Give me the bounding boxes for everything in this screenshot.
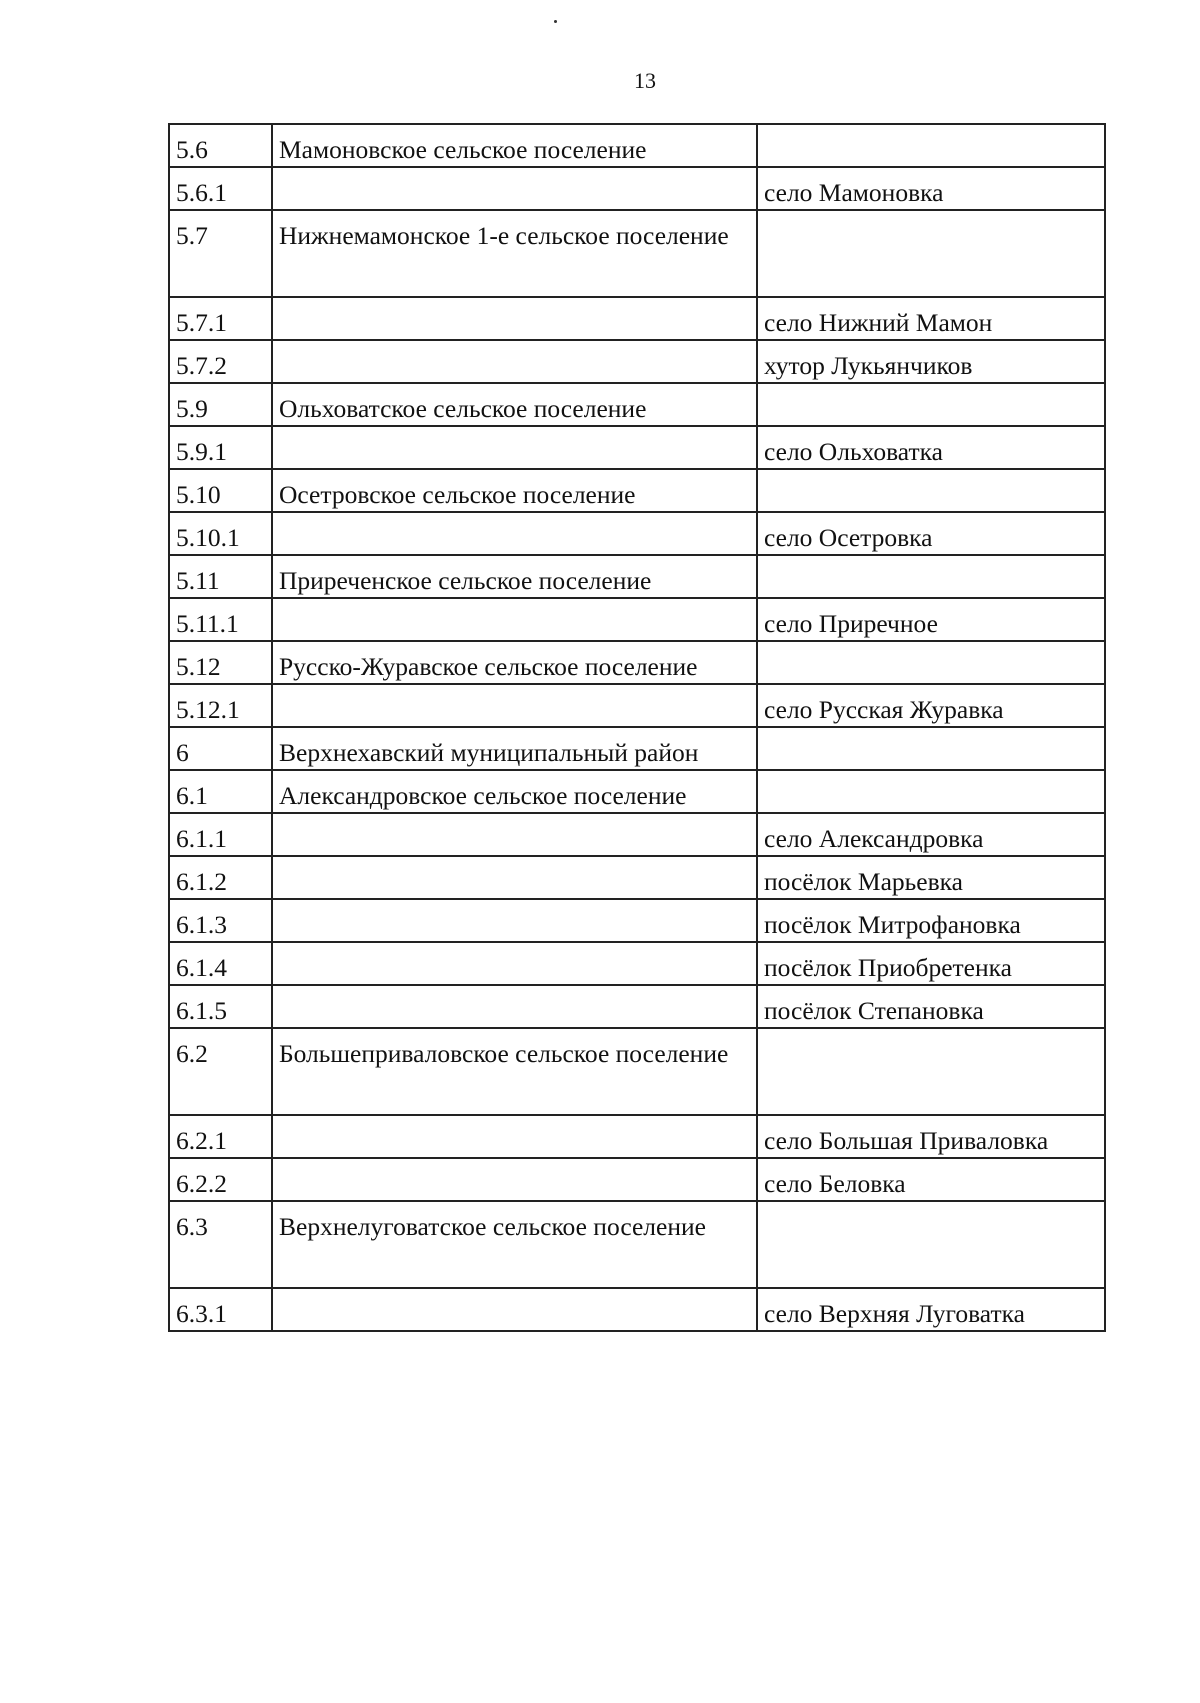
row-number-cell: 6.1.2 bbox=[169, 856, 272, 899]
settlement-name-cell bbox=[272, 942, 757, 985]
locality-cell: село Большая Приваловка bbox=[757, 1115, 1105, 1158]
page-number: 13 bbox=[634, 68, 656, 93]
settlement-name-cell: Приреченское сельское поселение bbox=[272, 555, 757, 598]
settlement-name-cell bbox=[272, 1115, 757, 1158]
table-row bbox=[169, 813, 1105, 856]
settlement-name-cell: Мамоновское сельское поселение bbox=[272, 124, 757, 167]
settlement-name-cell: Верхнехавский муниципальный район bbox=[272, 727, 757, 770]
row-number-cell: 5.12 bbox=[169, 641, 272, 684]
locality-cell: хутор Лукьянчиков bbox=[757, 340, 1105, 383]
settlement-name-cell: Русско-Журавское сельское поселение bbox=[272, 641, 757, 684]
row-number-cell: 5.6.1 bbox=[169, 167, 272, 210]
table-row bbox=[169, 210, 1105, 297]
settlement-name-cell bbox=[272, 598, 757, 641]
table-row bbox=[169, 124, 1105, 167]
locality-cell bbox=[757, 124, 1105, 167]
row-number-cell: 6.1.1 bbox=[169, 813, 272, 856]
row-number-cell: 5.11 bbox=[169, 555, 272, 598]
row-number-cell: 6.2.2 bbox=[169, 1158, 272, 1201]
row-number-cell: 5.6 bbox=[169, 124, 272, 167]
row-number-cell: 5.7.1 bbox=[169, 297, 272, 340]
row-number-cell: 5.10.1 bbox=[169, 512, 272, 555]
locality-cell: село Ольховатка bbox=[757, 426, 1105, 469]
table-row bbox=[169, 598, 1105, 641]
settlement-name-cell bbox=[272, 813, 757, 856]
settlement-name-cell bbox=[272, 856, 757, 899]
row-number-cell: 6.1.5 bbox=[169, 985, 272, 1028]
table-row bbox=[169, 1288, 1105, 1331]
settlement-name-cell: Большеприваловское сельское поселение bbox=[272, 1028, 757, 1115]
row-number-cell: 6.3.1 bbox=[169, 1288, 272, 1331]
settlement-name-cell bbox=[272, 167, 757, 210]
table-row bbox=[169, 1028, 1105, 1115]
row-number-cell: 6.2 bbox=[169, 1028, 272, 1115]
settlement-name-cell bbox=[272, 1158, 757, 1201]
locality-cell bbox=[757, 1028, 1105, 1115]
locality-cell bbox=[757, 641, 1105, 684]
settlement-name-cell: Ольховатское сельское поселение bbox=[272, 383, 757, 426]
settlements-table bbox=[168, 123, 1106, 1332]
locality-cell: село Нижний Мамон bbox=[757, 297, 1105, 340]
table-row bbox=[169, 167, 1105, 210]
row-number-cell: 6.2.1 bbox=[169, 1115, 272, 1158]
locality-cell bbox=[757, 727, 1105, 770]
settlement-name-cell: Александровское сельское поселение bbox=[272, 770, 757, 813]
settlement-name-cell bbox=[272, 426, 757, 469]
locality-cell: посёлок Приобретенка bbox=[757, 942, 1105, 985]
table-row bbox=[169, 684, 1105, 727]
table-row bbox=[169, 512, 1105, 555]
row-number-cell: 5.7 bbox=[169, 210, 272, 297]
settlement-name-cell bbox=[272, 684, 757, 727]
settlement-name-cell bbox=[272, 297, 757, 340]
row-number-cell: 6.1.4 bbox=[169, 942, 272, 985]
locality-cell bbox=[757, 770, 1105, 813]
table-row bbox=[169, 942, 1105, 985]
table-row bbox=[169, 1115, 1105, 1158]
table-row bbox=[169, 770, 1105, 813]
locality-cell: село Верхняя Луговатка bbox=[757, 1288, 1105, 1331]
row-number-cell: 5.9.1 bbox=[169, 426, 272, 469]
locality-cell bbox=[757, 210, 1105, 297]
row-number-cell: 6.3 bbox=[169, 1201, 272, 1288]
locality-cell: посёлок Степановка bbox=[757, 985, 1105, 1028]
table-row bbox=[169, 1158, 1105, 1201]
row-number-cell: 6 bbox=[169, 727, 272, 770]
row-number-cell: 6.1.3 bbox=[169, 899, 272, 942]
locality-cell: село Александровка bbox=[757, 813, 1105, 856]
row-number-cell: 6.1 bbox=[169, 770, 272, 813]
settlement-name-cell: Верхнелуговатское сельское поселение bbox=[272, 1201, 757, 1288]
scan-speck bbox=[554, 20, 557, 23]
settlement-name-cell bbox=[272, 512, 757, 555]
table-row bbox=[169, 469, 1105, 512]
locality-cell: село Осетровка bbox=[757, 512, 1105, 555]
row-number-cell: 5.11.1 bbox=[169, 598, 272, 641]
table-row bbox=[169, 340, 1105, 383]
row-number-cell: 5.9 bbox=[169, 383, 272, 426]
settlement-name-cell: Осетровское сельское поселение bbox=[272, 469, 757, 512]
table-row bbox=[169, 985, 1105, 1028]
table-row bbox=[169, 727, 1105, 770]
locality-cell: село Беловка bbox=[757, 1158, 1105, 1201]
settlement-name-cell bbox=[272, 340, 757, 383]
locality-cell: село Мамоновка bbox=[757, 167, 1105, 210]
table-row bbox=[169, 297, 1105, 340]
settlement-name-cell bbox=[272, 985, 757, 1028]
locality-cell bbox=[757, 555, 1105, 598]
locality-cell: село Русская Журавка bbox=[757, 684, 1105, 727]
locality-cell: посёлок Марьевка bbox=[757, 856, 1105, 899]
table-row bbox=[169, 856, 1105, 899]
settlement-name-cell bbox=[272, 899, 757, 942]
locality-cell: село Приречное bbox=[757, 598, 1105, 641]
row-number-cell: 5.12.1 bbox=[169, 684, 272, 727]
row-number-cell: 5.10 bbox=[169, 469, 272, 512]
table-body bbox=[169, 124, 1105, 1331]
locality-cell: посёлок Митрофановка bbox=[757, 899, 1105, 942]
locality-cell bbox=[757, 383, 1105, 426]
settlement-name-cell: Нижнемамонское 1-е сельское поселение bbox=[272, 210, 757, 297]
locality-cell bbox=[757, 1201, 1105, 1288]
table-row bbox=[169, 1201, 1105, 1288]
row-number-cell: 5.7.2 bbox=[169, 340, 272, 383]
table-row bbox=[169, 641, 1105, 684]
table-row bbox=[169, 426, 1105, 469]
locality-cell bbox=[757, 469, 1105, 512]
settlement-name-cell bbox=[272, 1288, 757, 1331]
table-row bbox=[169, 383, 1105, 426]
table-row bbox=[169, 899, 1105, 942]
table-row bbox=[169, 555, 1105, 598]
